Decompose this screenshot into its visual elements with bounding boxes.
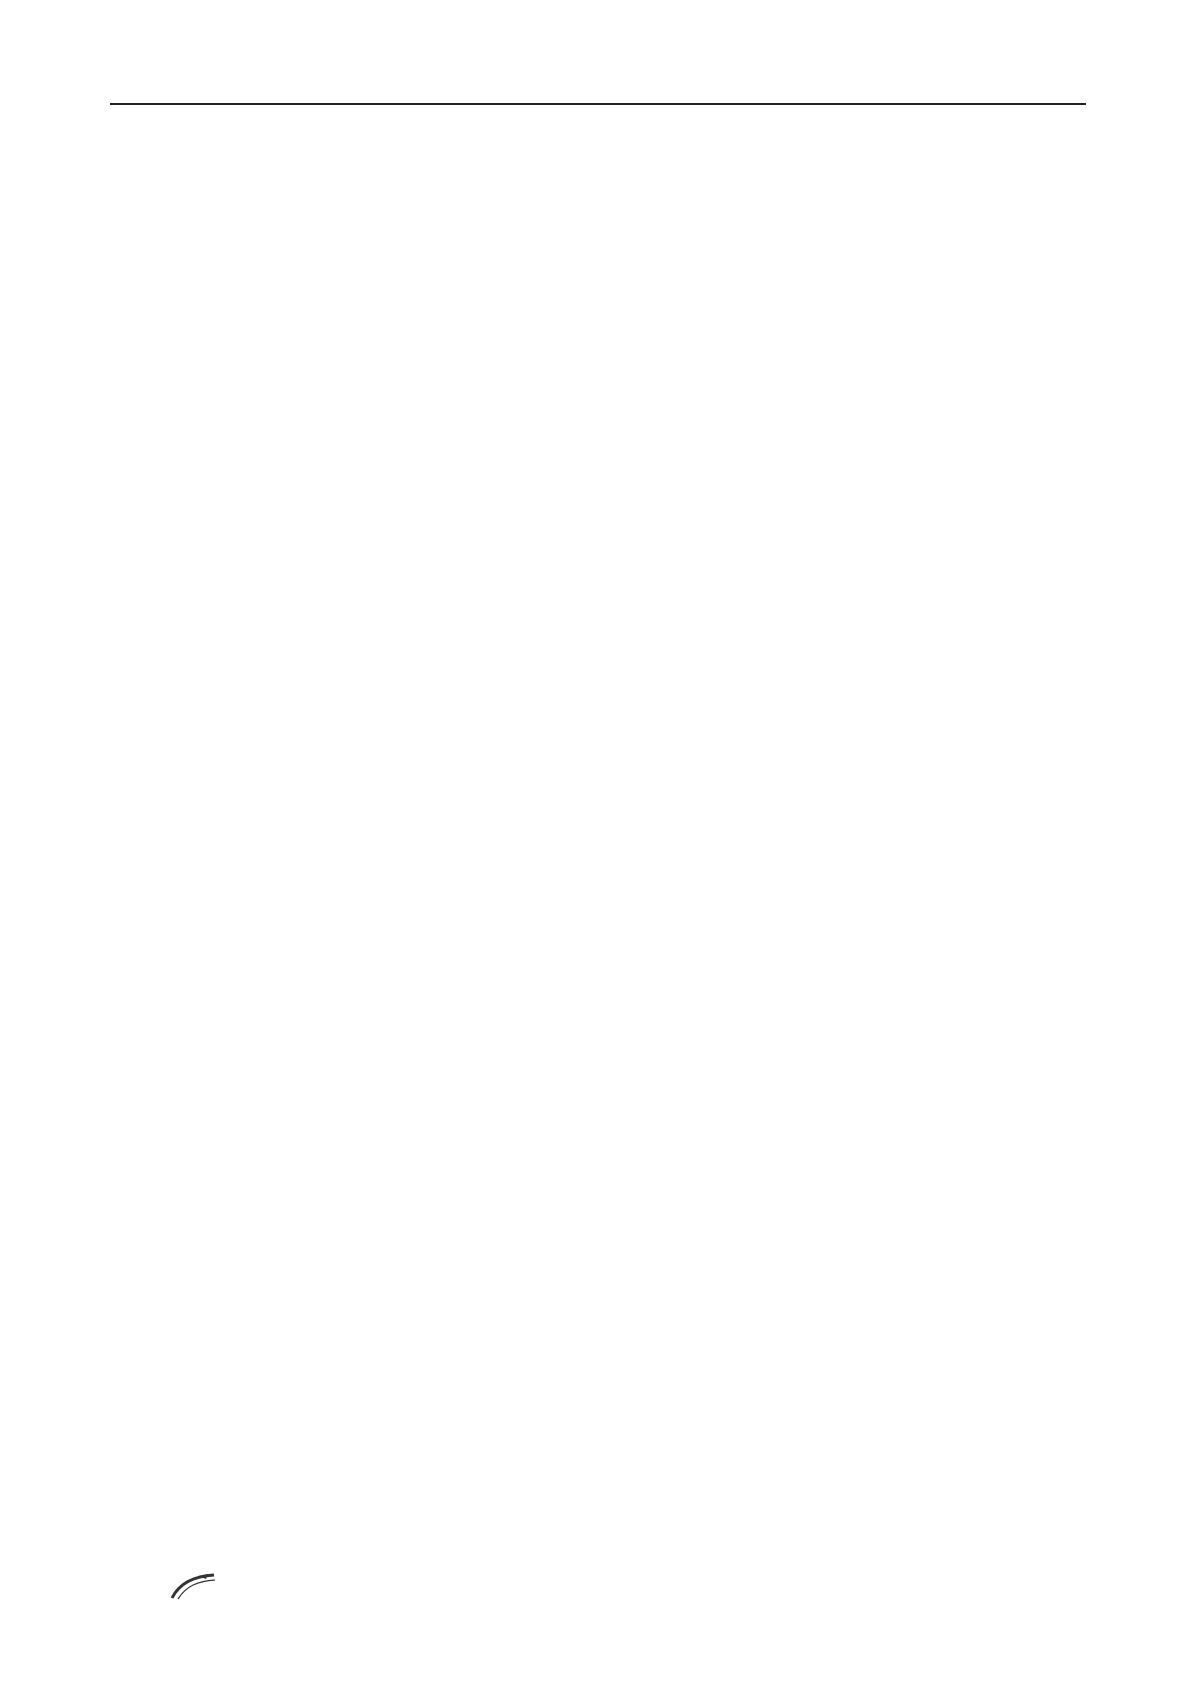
- body-content: [115, 145, 1077, 169]
- header-divider: [110, 103, 1086, 105]
- road-society-logo-icon: [168, 1572, 218, 1600]
- society-logo: [112, 1572, 262, 1616]
